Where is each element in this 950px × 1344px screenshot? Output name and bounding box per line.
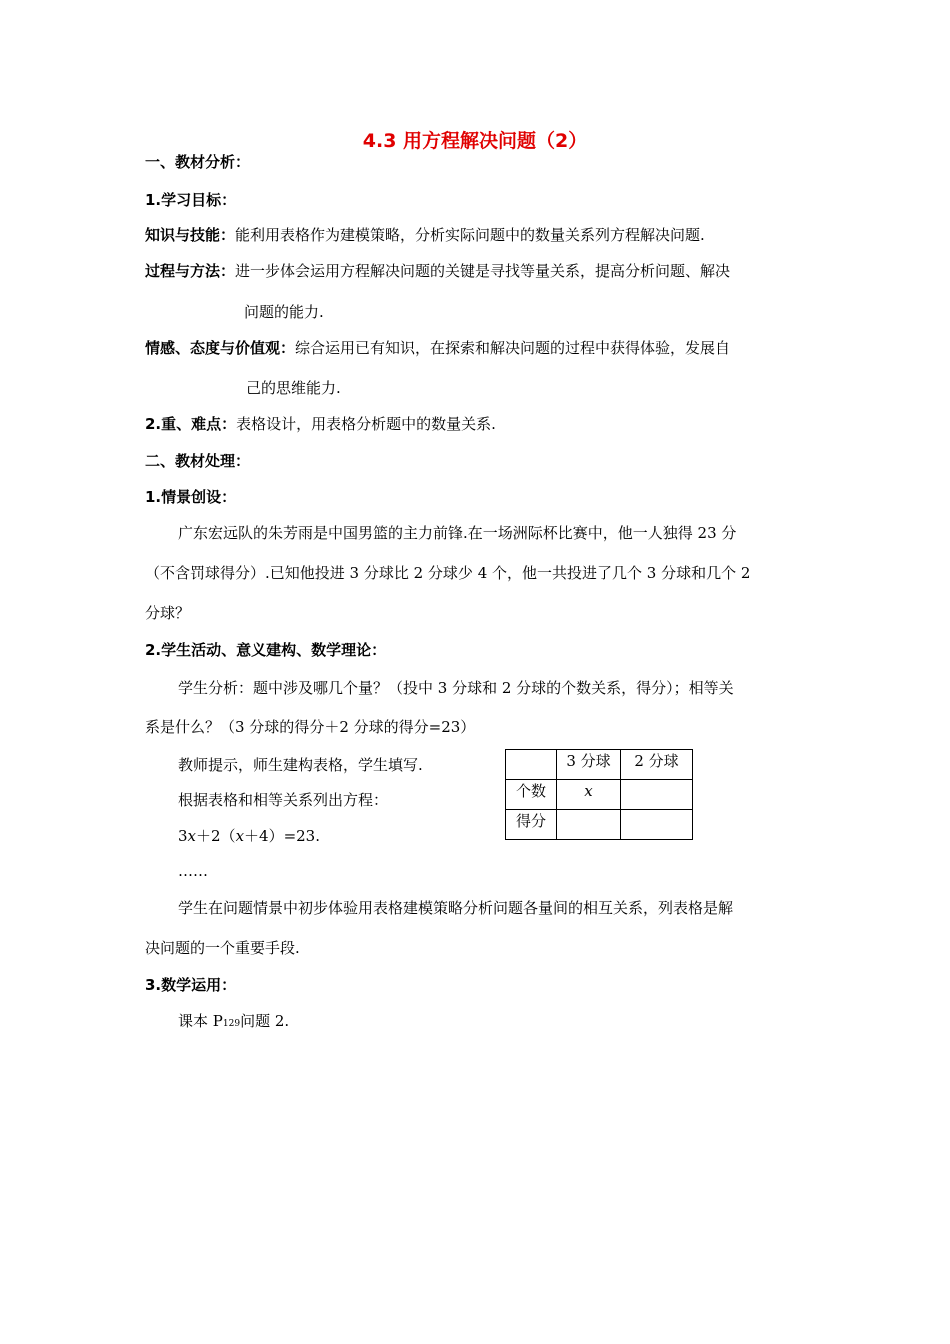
table-header-row: [506, 750, 693, 780]
emotion-label: 情感、态度与价值观：: [145, 339, 296, 357]
activity-heading: 2.学生活动、意义建构、数学理论：: [145, 641, 387, 659]
analysis-line-1: 学生分析：题中涉及哪几个量？（投中 3 分球和 2 分球的个数关系，得分）；相等关: [178, 679, 734, 697]
table-header-cell: 2 分球: [621, 750, 693, 780]
process-text: 进一步体会运用方程解决问题的关键是寻找等量关系，提高分析问题、解决: [235, 262, 731, 280]
knowledge-text: 能利用表格作为建模策略，分析实际问题中的数量关系列方程解决问题.: [235, 226, 705, 244]
equation-end: ＋4）=23.: [244, 827, 320, 845]
emotion-line: [145, 338, 730, 358]
emotion-text: 综合运用已有知识，在探索和解决问题的过程中获得体验，发展自: [295, 339, 731, 357]
scene-para-line-3: 分球？: [145, 604, 191, 622]
knowledge-label: 知识与技能：: [145, 226, 236, 244]
table-row: [506, 780, 693, 810]
scene-heading: 1.情景创设：: [145, 488, 237, 506]
apply-page-subscript: 129: [222, 1019, 241, 1029]
process-text-cont: 问题的能力.: [244, 303, 324, 321]
equation-var: x: [187, 827, 197, 845]
table-cell: x: [557, 780, 621, 810]
analysis-table: [505, 749, 693, 840]
table-row-label: 个数: [506, 780, 557, 810]
equation-var: x: [235, 827, 245, 845]
key-label: 2.重、难点：: [145, 415, 237, 433]
equation-intro: 根据表格和相等关系列出方程：: [178, 791, 389, 809]
ellipsis: ……: [178, 862, 208, 880]
emotion-text-cont: 己的思维能力.: [246, 379, 341, 397]
document-title: 4.3 用方程解决问题（2）: [362, 130, 588, 152]
knowledge-line: [145, 225, 705, 245]
teacher-hint: 教师提示，师生建构表格，学生填写.: [178, 756, 423, 774]
process-label: 过程与方法：: [145, 262, 236, 280]
goals-heading: 1.学习目标：: [145, 191, 237, 209]
table-cell: [621, 780, 693, 810]
table-header-cell: [506, 750, 557, 780]
equation: [178, 826, 320, 846]
analysis-line-2: 系是什么？（3 分球的得分＋2 分球的得分=23）: [145, 718, 476, 736]
summary-line-2: 决问题的一个重要手段.: [145, 939, 300, 957]
apply-text-a: 课本 P: [178, 1012, 223, 1030]
section-2-heading: 二、教材处理：: [145, 452, 251, 470]
table-cell: [621, 810, 693, 840]
table-row-label: 得分: [506, 810, 557, 840]
apply-heading: 3.数学运用：: [145, 976, 237, 994]
scene-para-line-2: （不含罚球得分）.已知他投进 3 分球比 2 分球少 4 个，他一共投进了几个 3 分球和几个 2: [145, 564, 751, 582]
section-1-heading: 一、教材分析：: [145, 153, 251, 171]
summary-line-1: 学生在问题情景中初步体验用表格建模策略分析问题各量间的相互关系，列表格是解: [178, 899, 734, 917]
table-cell: [557, 810, 621, 840]
process-line: [145, 261, 730, 281]
table-row: [506, 810, 693, 840]
table-header-cell: 3 分球: [557, 750, 621, 780]
key-line: [145, 414, 496, 434]
apply-text-b: 问题 2.: [240, 1012, 290, 1030]
scene-para-line-1: 广东宏远队的朱芳雨是中国男篮的主力前锋.在一场洲际杯比赛中，他一人独得 23 分: [178, 524, 737, 542]
key-text: 表格设计，用表格分析题中的数量关系.: [236, 415, 496, 433]
apply-text: [178, 1011, 289, 1034]
equation-coef: 3: [178, 827, 188, 845]
equation-mid: ＋2（: [196, 827, 236, 845]
